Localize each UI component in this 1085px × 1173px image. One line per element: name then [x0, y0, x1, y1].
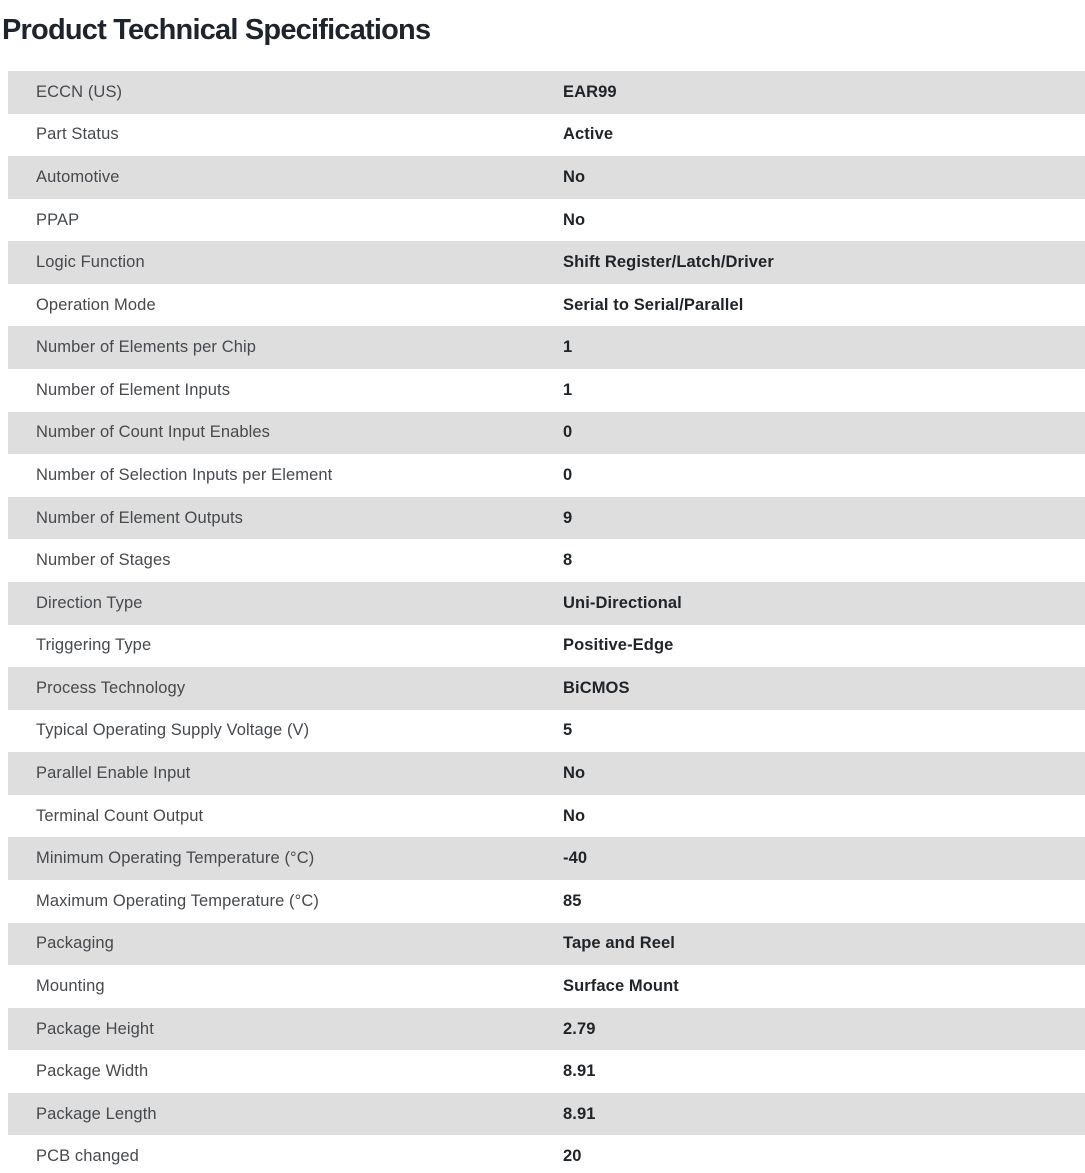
spec-row — [8, 284, 1085, 327]
spec-row — [8, 667, 1085, 710]
spec-value: 8.91 — [563, 1062, 596, 1081]
spec-row — [8, 497, 1085, 540]
spec-value: 8 — [563, 551, 573, 570]
spec-label: Triggering Type — [36, 636, 152, 655]
spec-row — [8, 454, 1085, 497]
spec-value: BiCMOS — [563, 678, 630, 697]
spec-label: PPAP — [36, 210, 80, 229]
product-specs-page — [0, 12, 1085, 1173]
spec-value: No — [563, 764, 586, 783]
spec-row — [8, 71, 1085, 114]
spec-label: Typical Operating Supply Voltage (V) — [36, 721, 310, 740]
spec-value: 2.79 — [563, 1019, 596, 1038]
spec-value: -40 — [563, 849, 588, 868]
spec-value: No — [563, 806, 586, 825]
spec-value: 9 — [563, 508, 573, 527]
spec-label: Number of Element Outputs — [36, 508, 244, 527]
spec-label: Operation Mode — [36, 295, 156, 314]
spec-row — [8, 837, 1085, 880]
spec-row — [8, 1050, 1085, 1093]
spec-label: Packaging — [36, 934, 114, 953]
spec-value: No — [563, 167, 586, 186]
spec-label: Process Technology — [36, 678, 186, 697]
spec-value: 0 — [563, 423, 573, 442]
spec-row — [8, 1093, 1085, 1136]
spec-value: Tape and Reel — [563, 934, 675, 953]
page-title: Product Technical Specifications — [2, 14, 431, 46]
spec-row — [8, 114, 1085, 157]
spec-label: Number of Selection Inputs per Element — [36, 465, 333, 484]
spec-value: 1 — [563, 338, 573, 357]
spec-row — [8, 710, 1085, 753]
spec-label: ECCN (US) — [36, 82, 123, 101]
spec-row — [8, 795, 1085, 838]
spec-label: Automotive — [36, 167, 120, 186]
spec-row — [8, 880, 1085, 923]
spec-row — [8, 625, 1085, 668]
spec-table — [8, 71, 1085, 1173]
spec-row — [8, 241, 1085, 284]
spec-label: Package Width — [36, 1062, 149, 1081]
spec-label: PCB changed — [36, 1147, 139, 1166]
spec-label: Parallel Enable Input — [36, 764, 191, 783]
spec-row — [8, 582, 1085, 625]
spec-label: Mounting — [36, 976, 105, 995]
spec-value: Surface Mount — [563, 976, 679, 995]
spec-value: 20 — [563, 1147, 582, 1166]
spec-label: Number of Stages — [36, 551, 171, 570]
spec-value: Shift Register/Latch/Driver — [563, 253, 774, 272]
spec-value: No — [563, 210, 586, 229]
spec-label: Number of Elements per Chip — [36, 338, 257, 357]
spec-value: 85 — [563, 891, 582, 910]
spec-row — [8, 199, 1085, 242]
spec-row — [8, 1008, 1085, 1051]
spec-value: EAR99 — [563, 82, 617, 101]
spec-row — [8, 965, 1085, 1008]
spec-row — [8, 412, 1085, 455]
spec-label: Number of Element Inputs — [36, 380, 231, 399]
spec-label: Number of Count Input Enables — [36, 423, 271, 442]
spec-label: Direction Type — [36, 593, 143, 612]
spec-value: 5 — [563, 721, 573, 740]
spec-value: 8.91 — [563, 1104, 596, 1123]
spec-row — [8, 1135, 1085, 1173]
spec-row — [8, 326, 1085, 369]
spec-value: 1 — [563, 380, 573, 399]
spec-value: Serial to Serial/Parallel — [563, 295, 744, 314]
spec-label: Terminal Count Output — [36, 806, 204, 825]
spec-label: Package Length — [36, 1104, 157, 1123]
spec-value: Uni-Directional — [563, 593, 682, 612]
spec-label: Part Status — [36, 125, 119, 144]
spec-row — [8, 156, 1085, 199]
spec-row — [8, 539, 1085, 582]
spec-label: Package Height — [36, 1019, 154, 1038]
spec-label: Minimum Operating Temperature (°C) — [36, 849, 315, 868]
spec-value: Positive-Edge — [563, 636, 674, 655]
spec-row — [8, 752, 1085, 795]
spec-label: Maximum Operating Temperature (°C) — [36, 891, 319, 910]
spec-value: Active — [563, 125, 614, 144]
spec-row — [8, 923, 1085, 966]
spec-row — [8, 369, 1085, 412]
spec-value: 0 — [563, 465, 573, 484]
spec-label: Logic Function — [36, 253, 145, 272]
